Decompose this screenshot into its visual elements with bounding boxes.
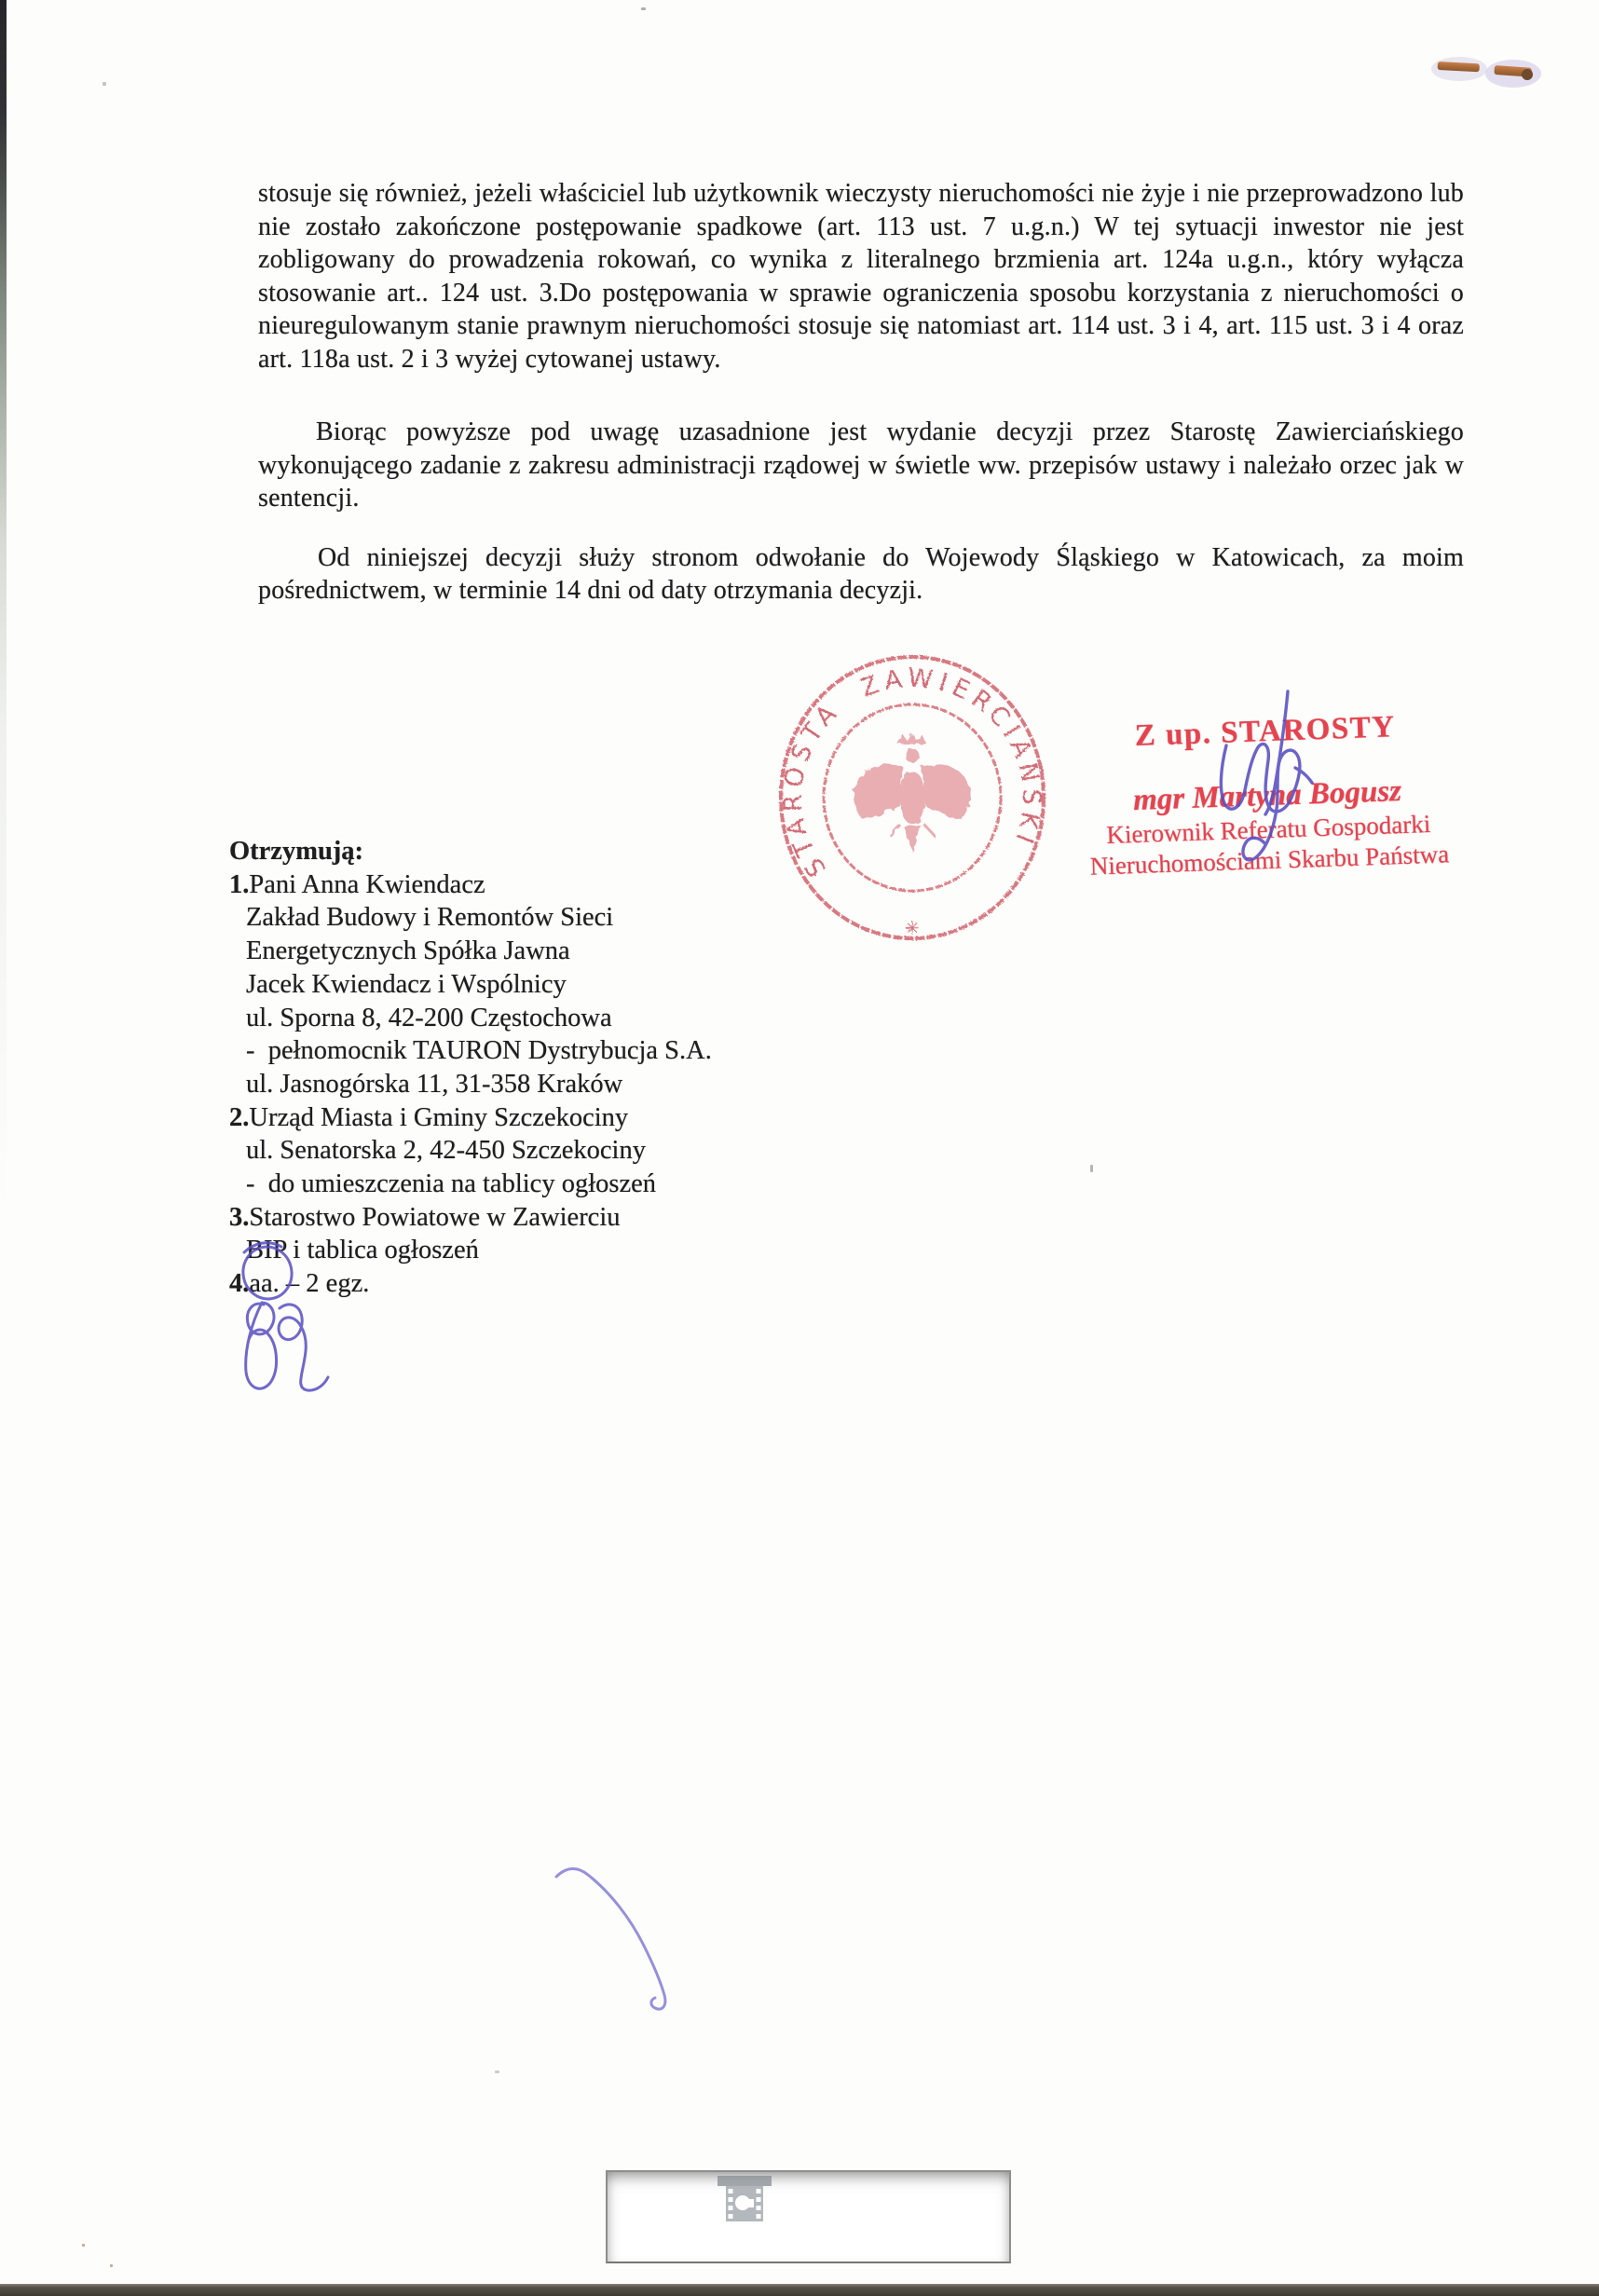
recipient-line: 4.aa. – 2 egz.	[229, 1269, 370, 1299]
dust-speck	[110, 2264, 113, 2267]
dust-speck	[102, 82, 106, 86]
document-body	[258, 177, 1464, 608]
recipient-line: ul. Senatorska 2, 42-450 Szczekociny	[246, 1136, 646, 1166]
recipient-line: 2.Urząd Miasta i Gminy Szczekociny	[229, 1102, 629, 1132]
recipient-line: - do umieszczenia na tablicy ogłoszeń	[246, 1169, 656, 1199]
eagle-emblem-icon	[854, 734, 970, 851]
recipients-list	[229, 835, 712, 1301]
recipient-line: BIP i tablica ogłoszeń	[246, 1236, 479, 1265]
official-round-stamp	[776, 653, 1048, 944]
recipient-line: ul. Jasnogórska 11, 31-358 Kraków	[246, 1069, 623, 1099]
handwritten-initials	[246, 1303, 328, 1390]
signatory-title-line2: Nieruchomościami Skarbu Państwa	[1089, 840, 1450, 881]
dust-speck	[641, 7, 646, 10]
recipient-line: Jacek Kwiendacz i Wspólnicy	[246, 969, 567, 999]
signature-stamp-block	[1073, 707, 1461, 882]
recipients-heading: Otrzymują:	[229, 837, 364, 866]
stamp-ring-text: STAROSTA ZAWIERCIAŃSKI	[778, 663, 1046, 882]
staple-mark	[1431, 57, 1541, 88]
scanner-edge-band	[0, 2284, 1599, 2296]
recipient-line: ul. Sporna 8, 42-200 Częstochowa	[246, 1003, 612, 1032]
signatory-name: mgr Martyna Bogusz	[1132, 773, 1402, 818]
recipient-line: 1.Pani Anna Kwiendacz	[229, 869, 485, 899]
paragraph-legal-justification: stosuje się również, jeżeli właściciel lub użytkownik wieczysty nieruchomości nie żyje i nie przeprowadzono lub nie zostało zakończone postępowanie spadkowe (art. 113 ust. 7 u.g.n.) W tej sytuacji inwestor nie jest zobligowany do prowadzenia rokowań, co wynika z literalnego brzmienia art. 124a u.g.n., który wyłącza stosowanie art.. 124 ust. 3.Do postępowania w sprawie ograniczenia sposobu korzystania z nieruchomości o nieuregulowanym stanie prawnym nieruchomości stosuje się natomiast art. 114 ust. 3 i 4, art. 115 ust. 3 i 4 oraz art. 118a ust. 2 i 3 wyżej cytowanej ustawy.	[258, 179, 1464, 374]
dust-speck	[495, 2070, 499, 2073]
paragraph-conclusion: Biorąc powyższe pod uwagę uzasadnione jest wydanie decyzji przez Starostę Zawierciańskiego wykonującego zadanie z zakresu administracji rządowej w świetle ww. przepisów ustawy i należało orzec jak w sentencji.	[258, 417, 1464, 512]
dust-speck	[1090, 1165, 1093, 1172]
recipient-line: Energetycznych Spółka Jawna	[246, 936, 570, 966]
signature-authority-line: Z up. STAROSTY	[1134, 710, 1397, 753]
recipient-line: Zakład Budowy i Remontów Sieci	[246, 903, 614, 933]
scan-label-rectangle	[606, 2170, 1011, 2263]
paragraph-appeal-instruction: Od niniejszej decyzji służy stronom odwołanie do Wojewody Śląskiego w Katowicach, za moim pośrednictwem, w terminie 14 dni od daty otrzymania decyzji.	[258, 542, 1464, 605]
signatory-title-line1: Kierownik Referatu Gospodarki	[1105, 809, 1431, 850]
recipient-line: 3.Starostwo Powiatowe w Zawierciu	[229, 1202, 621, 1232]
recipient-line: - pełnomocnik TAURON Dystrybucja S.A.	[246, 1036, 712, 1066]
dust-speck	[82, 2244, 85, 2247]
film-strip-icon	[718, 2176, 775, 2224]
scan-edge-artifact	[0, 0, 7, 1211]
stamp-ornament: ✳	[904, 919, 921, 939]
stray-pen-stroke	[556, 1868, 665, 2009]
